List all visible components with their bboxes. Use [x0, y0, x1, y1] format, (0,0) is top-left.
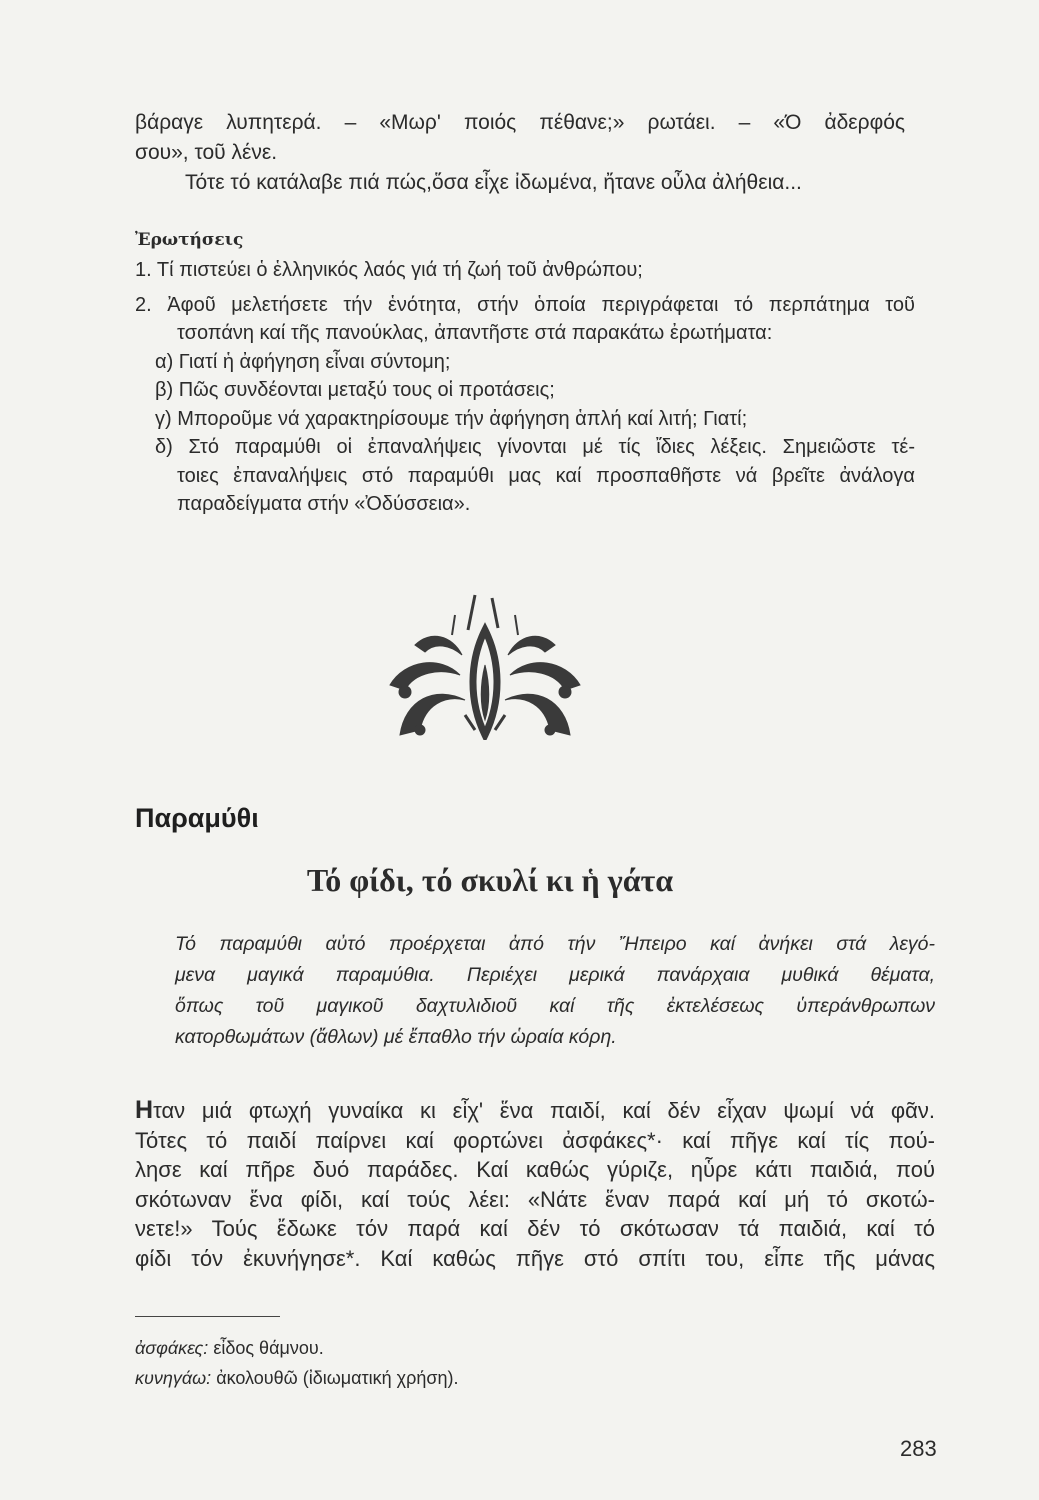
intro-line: Τό παραμύθι αὐτό προέρχεται ἀπό τήν Ἤπειρο καί ἀνήκει στά λεγό-: [175, 933, 935, 955]
footnote: [135, 1333, 458, 1363]
footnote-definition: ἀκολουθῶ (ἰδιωματική χρήση).: [216, 1368, 459, 1388]
body-line: [135, 1096, 935, 1126]
body-line: νετε!» Τούς ἔδωκε τόν παρά καί δέν τό σκότωσαν τά παιδιά, καί τό: [135, 1216, 935, 1241]
body-line: Τότες τό παιδί παίρνει καί φορτώνει ἀσφάκες*· καί πῆγε καί τίς πού-: [135, 1127, 935, 1153]
body-line: φίδι τόν ἐκυνήγησε*. Καί καθώς πῆγε στό σπίτι του, εἶπε τῆς μάνας: [135, 1245, 935, 1271]
body-line: λησε καί πῆρε δυό παράδες. Καί καθώς γύριζε, ηὗρε κάτι παιδιά, πού: [135, 1157, 935, 1182]
intro-line: μενα μαγικά παραμύθια. Περιέχει μερικά πανάρχαια μυθικά θέματα,: [175, 964, 935, 986]
question-1: 1. Τί πιστεύει ὁ ἑλληνικός λαός γιά τή ζωή τοῦ ἀνθρώπου;: [135, 259, 643, 281]
sub-question-d-cont: παραδείγματα στήν «Ὀδύσσεια».: [177, 493, 471, 515]
text-line: σου», τοῦ λένε.: [135, 141, 278, 164]
footnote-term: κυνηγάω:: [135, 1368, 212, 1388]
text-line: βάραγε λυπητερά. – «Μωρ' ποιός πέθανε;» ρωτάει. – «Ό ἀδερφός: [135, 111, 905, 134]
intro-line: κατορθωμάτων (ἄθλων) μέ ἔπαθλο τήν ὡραία κόρη.: [175, 1026, 617, 1048]
sub-question-c: γ) Μποροῦμε νά χαρακτηρίσουμε τήν ἀφήγηση ἁπλή καί λιτή; Γιατί;: [155, 407, 748, 430]
page-number: 283: [900, 1436, 937, 1461]
footnote: [135, 1363, 458, 1393]
ornament-icon: [380, 590, 590, 740]
section-heading: Παραμύθι: [135, 803, 259, 833]
questions-list: [135, 256, 915, 519]
first-line-text: ταν μιά φτωχή γυναίκα κι εἶχ' ἕνα παιδί, καί δέν εἶχαν ψωμί νά φᾶν.: [153, 1098, 935, 1123]
sub-question-b: β) Πῶς συνδέονται μεταξύ τους οἱ προτάσεις;: [155, 379, 555, 401]
footnote-divider: [135, 1316, 280, 1317]
intro-line: ὅπως τοῦ μαγικοῦ δαχτυλιδιοῦ καί τῆς ἐκτελέσεως ὑπεράνθρωπων: [175, 995, 935, 1017]
story-body: [135, 1096, 935, 1273]
drop-cap: Η: [135, 1096, 154, 1124]
sub-question-d: δ) Στό παραμύθι οἱ ἐπαναλήψεις γίνονται μέ τίς ἴδιες λέξεις. Σημειῶστε τέ-: [155, 436, 915, 458]
footnote-definition: εἶδος θάμνου.: [213, 1338, 324, 1358]
question-2-line: τσοπάνη καί τῆς πανούκλας, ἀπαντῆστε στά παρακάτω ἐρωτήματα:: [177, 322, 773, 344]
footnote-term: ἀσφάκες:: [135, 1338, 209, 1358]
text-line: Τότε τό κατάλαβε πιά πώς,ὅσα εἶχε ἰδωμένα, ἤτανε οὖλα ἀλήθεια...: [185, 171, 802, 194]
sub-question-d-cont: τοιες ἐπαναλήψεις στό παραμύθι μας καί προσπαθῆστε νά βρεῖτε ἀνάλογα: [177, 464, 915, 487]
questions-heading: Ἐρωτήσεις: [135, 230, 244, 250]
body-line: σκότωναν ἕνα φίδι, καί τούς λέει: «Νάτε ἕναν παρά καί μή τό σκοτώ-: [135, 1186, 935, 1212]
sub-question-a: α) Γιατί ἡ ἀφήγηση εἶναι σύντομη;: [155, 350, 451, 373]
story-intro: [175, 929, 935, 1053]
question-2-line: 2. Ἀφοῦ μελετήσετε τήν ἑνότητα, στήν ὁποία περιγράφεται τό περπάτημα τοῦ: [135, 293, 915, 316]
story-title: Τό φίδι, τό σκυλί κι ἡ γάτα: [306, 862, 674, 898]
footnotes: [135, 1333, 458, 1393]
top-paragraph: [135, 108, 905, 198]
